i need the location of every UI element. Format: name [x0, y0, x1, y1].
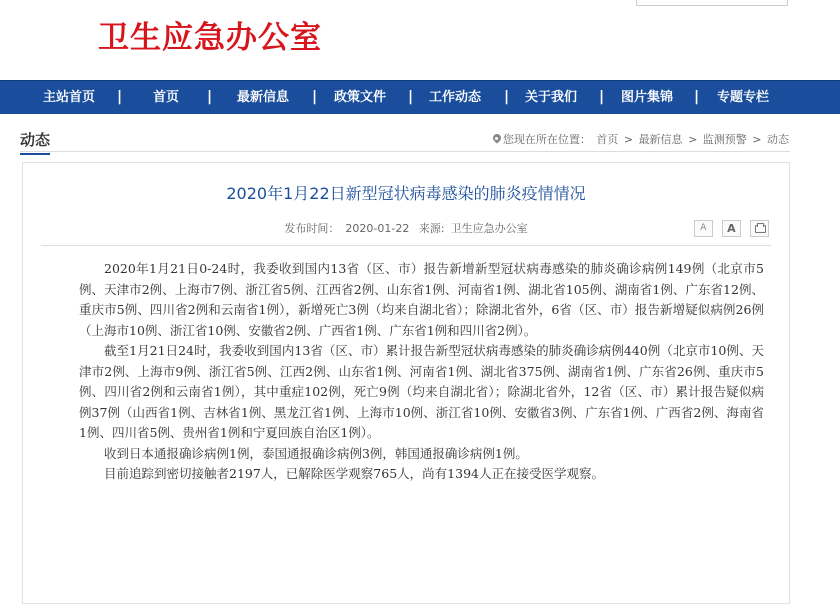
site-title: 卫生应急办公室: [98, 20, 322, 56]
print-icon[interactable]: [750, 220, 769, 237]
article-tools: [690, 218, 769, 237]
article-paragraph: 收到日本通报确诊病例1例，泰国通报确诊病例3例，韩国通报确诊病例1例。: [104, 445, 528, 461]
breadcrumb-bar: [20, 127, 790, 152]
nav-separator: |: [117, 89, 123, 105]
breadcrumb-separator: >: [688, 133, 698, 146]
nav-item-gallery[interactable]: 图片集锦: [620, 90, 673, 105]
nav-separator: |: [312, 89, 318, 105]
font-smaller-button[interactable]: A: [694, 220, 713, 237]
breadcrumb-prefix: 您现在所在位置：: [502, 133, 591, 146]
location-pin-icon: [493, 134, 501, 144]
article-container: [22, 162, 790, 604]
nav-item-work[interactable]: 工作动态: [428, 90, 481, 105]
breadcrumb: [492, 131, 790, 147]
nav-item-special[interactable]: 专题专栏: [716, 90, 769, 105]
article-body: [79, 259, 764, 485]
nav-item-latest[interactable]: 最新信息: [236, 90, 289, 105]
nav-separator: |: [694, 89, 700, 105]
nav-separator: |: [408, 89, 414, 105]
section-title: 动态: [20, 129, 50, 155]
nav-item-policy[interactable]: 政策文件: [333, 90, 386, 105]
breadcrumb-monitoring[interactable]: 监测预警: [702, 133, 747, 146]
nav-separator: |: [207, 89, 213, 105]
source: 卫生应急办公室: [450, 222, 528, 235]
breadcrumb-separator: >: [623, 133, 634, 146]
article-paragraph: 目前追踪到密切接触者2197人，已解除医学观察765人，尚有1394人正在接受医学观察。: [104, 466, 604, 481]
search-box[interactable]: [636, 0, 788, 6]
nav-item-home[interactable]: 首页: [152, 90, 179, 105]
nav-item-main-home[interactable]: 主站首页: [42, 90, 95, 105]
article-paragraph: 2020年1月21日0-24时，我委收到国内13省（区、市）报告新增新型冠状病毒感染的肺炎确诊病例149例（北京市5例、天津市2例、上海市7例、浙江省5例、江西省2例、山东省1例、河南省1例、湖北省105例、湖南省1例、广东省12例、重庆市5例、四川省2例和云南省1例），新增死亡3例（均来自湖北省）；除湖北省外，6省（区、市）报告新增疑似病例26例（上海市10例、浙江省10例、安徽省2例、广西省1例、广东省1例和四川省2例）。: [79, 261, 764, 338]
font-larger-button[interactable]: A: [722, 220, 741, 237]
article-paragraph: 截至1月21日24时，我委收到国内13省（区、市）累计报告新型冠状病毒感染的肺炎确诊病例440例（北京市10例、天津市2例、上海市9例、浙江省5例、江西2例、山东省1例、河南省1例、湖北省375例、湖南省1例、广东省26例、重庆市5例、四川省2例和云南省1例），其中重症102例，死亡9例（均来自湖北省）；除湖北省外，12省（区、市）累计报告疑似病例37例（山西省1例、吉林省1例、黑龙江省1例、上海市10例、浙江省10例、安徽省3例、广东省1例、广西省2例、海南省1例、四川省5例、贵州省1例和宁夏回族自治区1例）。: [79, 343, 764, 440]
breadcrumb-home[interactable]: 首页: [596, 133, 619, 146]
nav-separator: |: [504, 89, 510, 105]
breadcrumb-separator: >: [752, 133, 762, 146]
source-label: 来源:: [418, 222, 445, 235]
nav-item-about[interactable]: 关于我们: [524, 90, 577, 105]
article-title: 2020年1月22日新型冠状病毒感染的肺炎疫情情况: [226, 184, 586, 203]
article-meta: [23, 220, 789, 236]
breadcrumb-current[interactable]: 动态: [767, 133, 789, 146]
divider: [41, 245, 771, 246]
publish-label: 发布时间：: [284, 222, 340, 235]
publish-date: 2020-01-22: [345, 222, 410, 235]
breadcrumb-latest[interactable]: 最新信息: [638, 133, 683, 146]
nav-separator: |: [599, 89, 605, 105]
main-nav: [0, 80, 840, 114]
